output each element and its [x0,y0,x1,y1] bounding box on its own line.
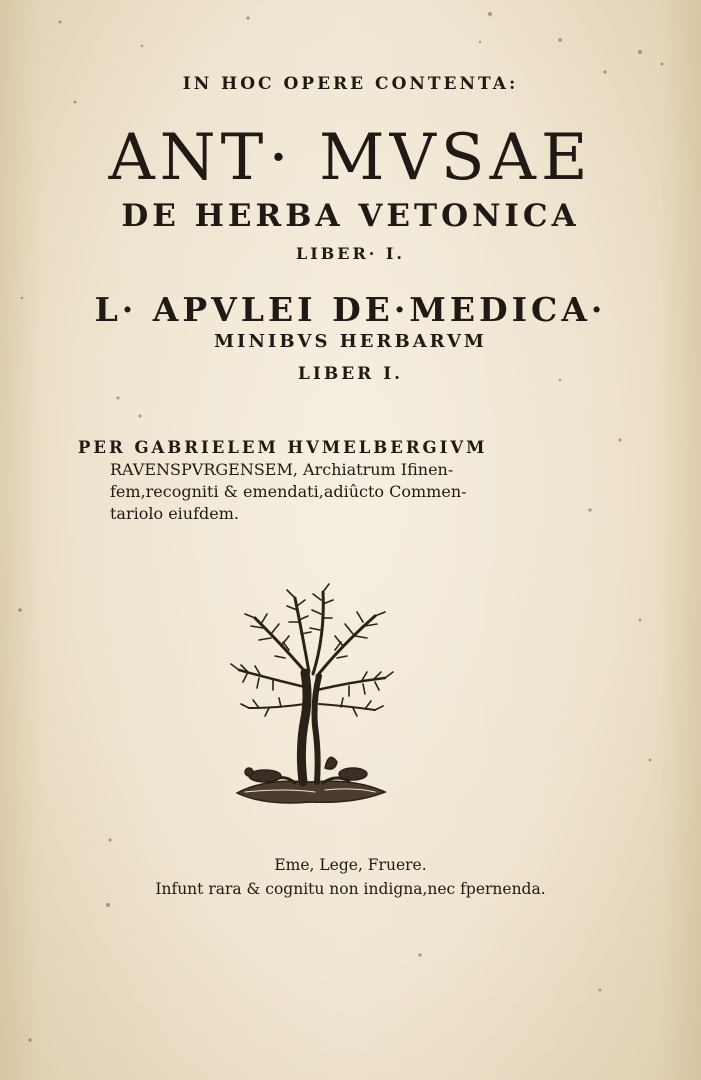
editor-line: fem,recogniti & emendati,adiûcto Commen- [110,482,467,501]
main-title: ANT· MVSAE [108,121,593,195]
motto-line-two: Infunt rara & cognitu non indigna,nec fpernenda. [155,880,546,898]
editor-line: tariolo eiufdem. [110,504,239,523]
header-line: IN HOC OPERE CONTENTA: [182,74,519,94]
editor-paragraph [78,437,578,525]
motto: Eme, Lege, Fruere. [274,856,427,874]
second-title-continued: MINIBVS HERBARVM [214,331,487,352]
liber-two: LIBER I. [297,364,404,384]
editor-line: RAVENSPVRGENSEM, Archiatrum Ifinen- [110,460,454,479]
subtitle: DE HERBA VETONICA [121,198,580,234]
editor-line: PER GABRIELEM HVMELBERGIVM [78,438,488,457]
second-title: L· APVLEI DE·MEDICA· [94,290,607,329]
liber-one: LIBER· I. [296,244,405,263]
printers-device-tree-icon [225,578,395,813]
